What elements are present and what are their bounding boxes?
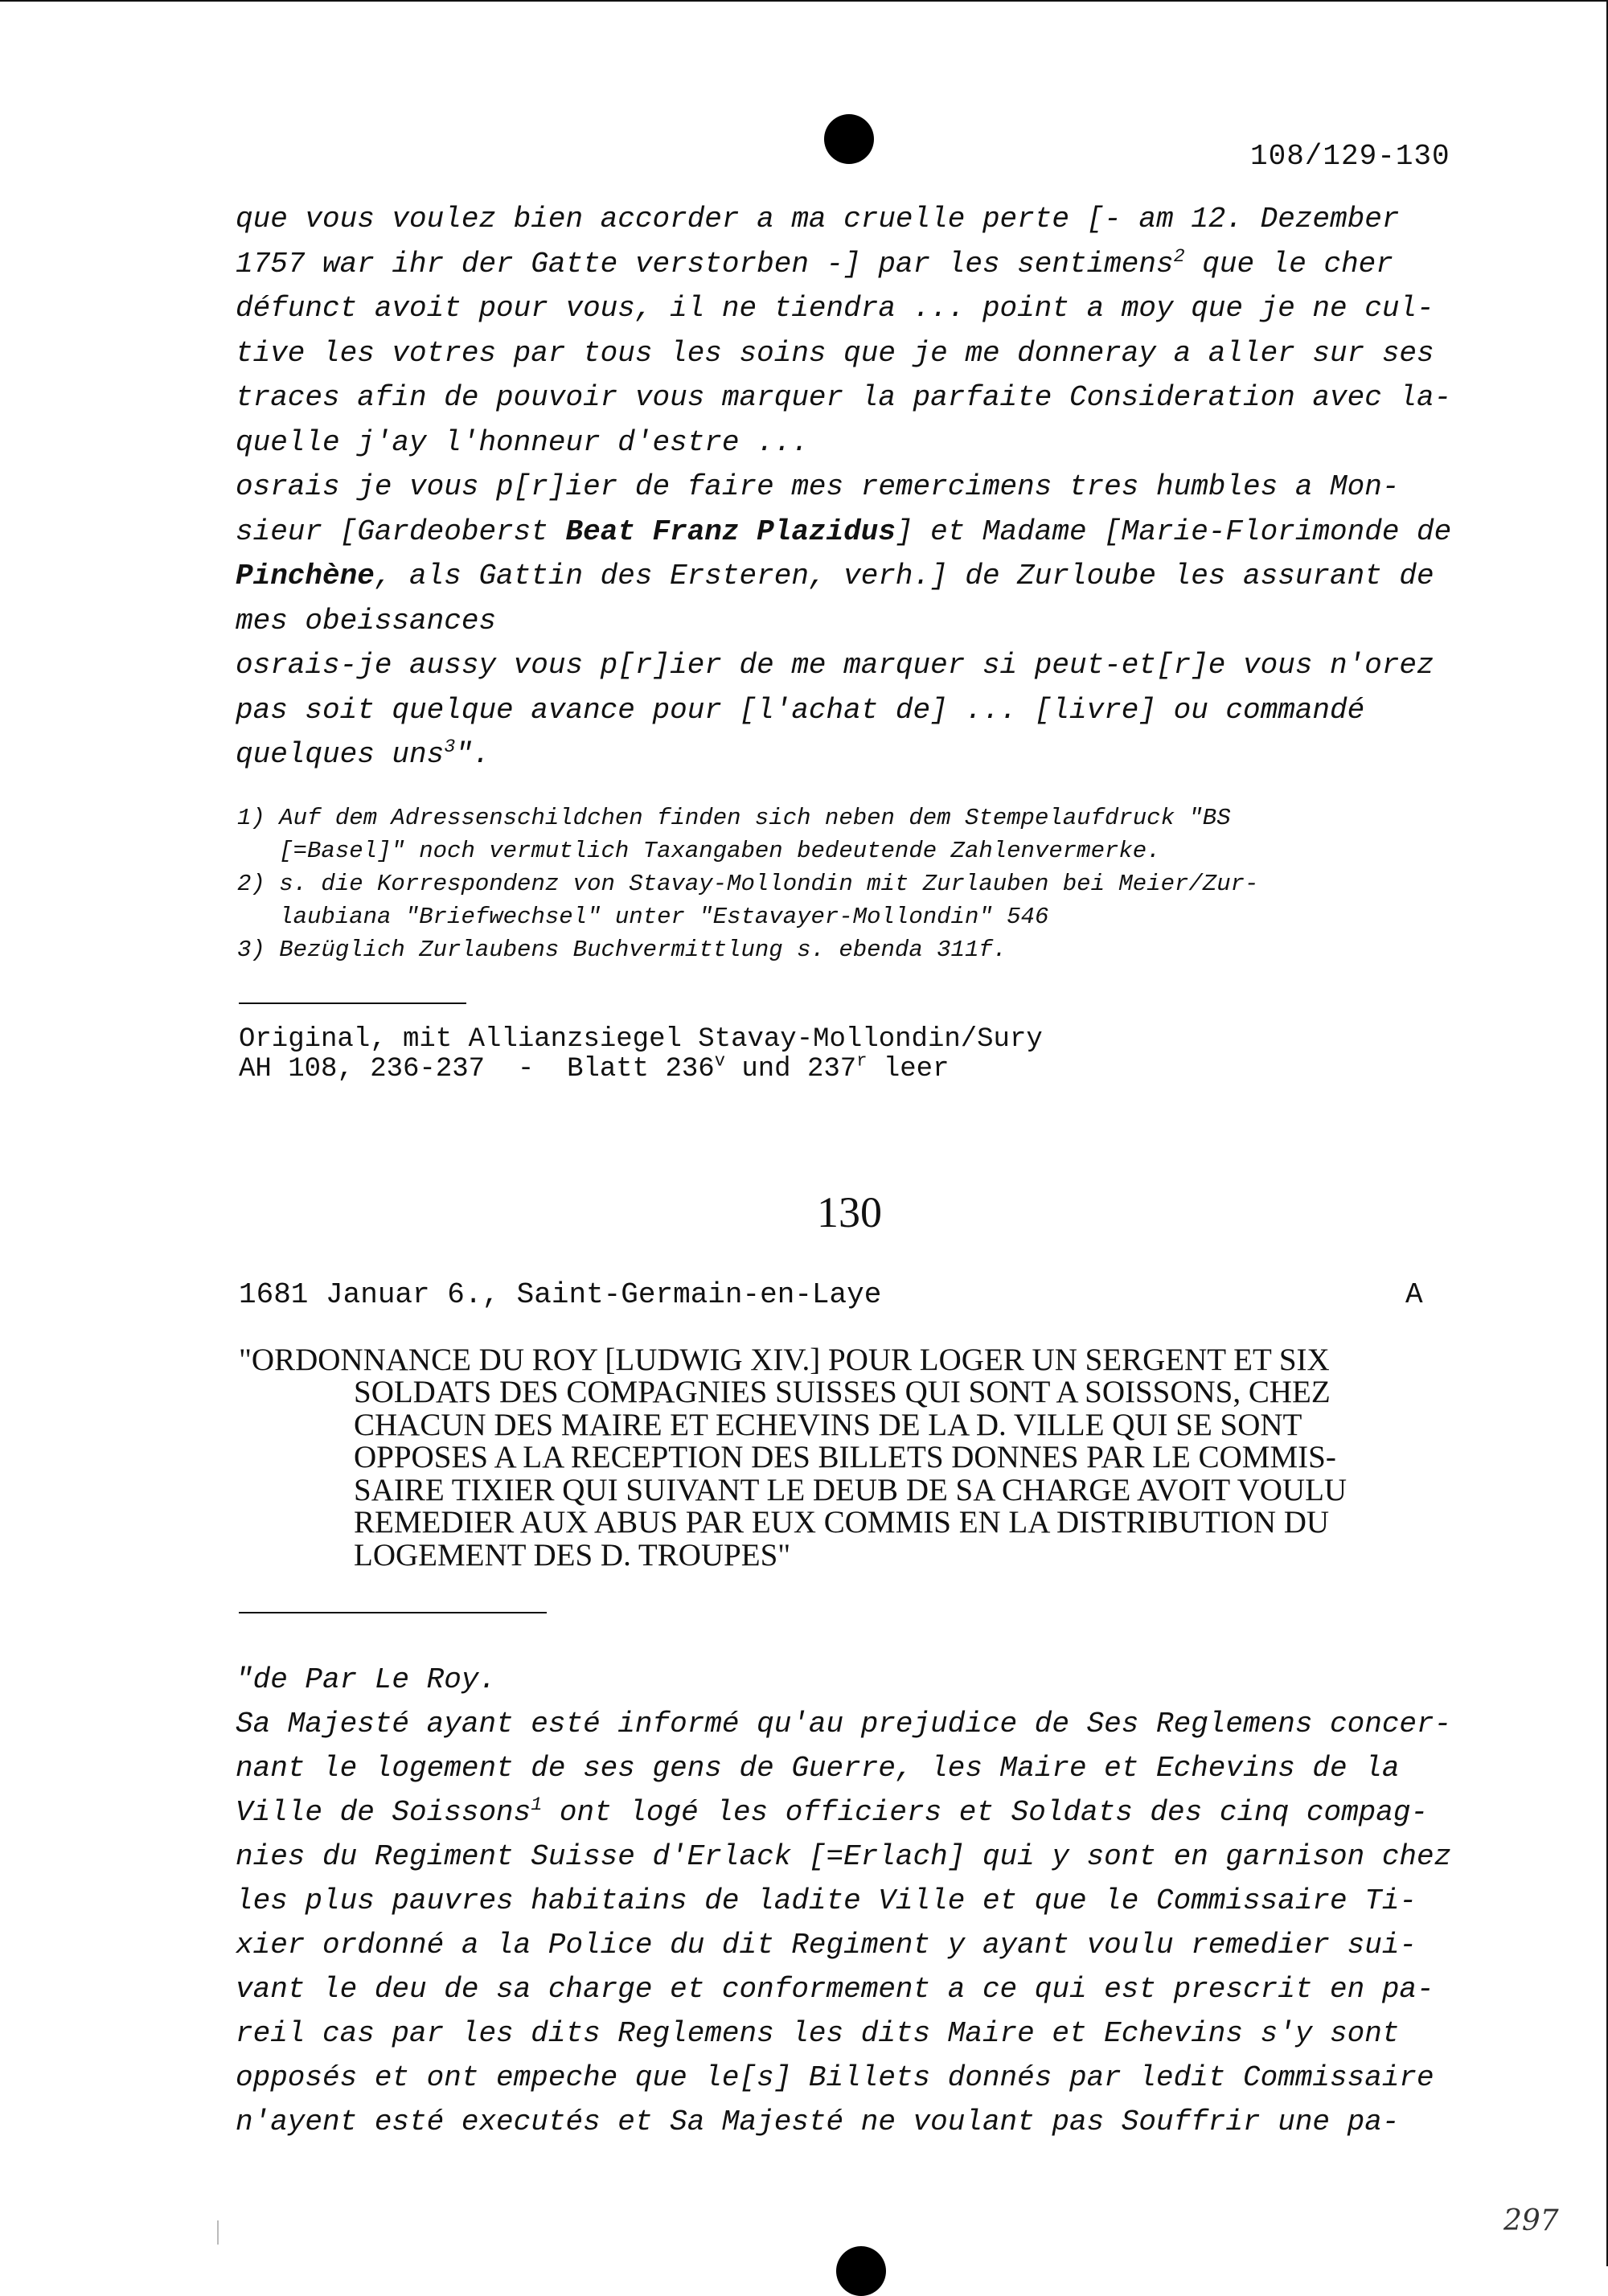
document-type-letter: A xyxy=(1405,1278,1423,1311)
letter-line: quelle j'ay l'honneur d'estre ... xyxy=(236,426,809,459)
title-line: SOLDATS DES COMPAGNIES SUISSES QUI SONT A SOISSONS, CHEZ xyxy=(354,1375,1331,1409)
letter-line: quelques uns$^3$". xyxy=(236,737,490,771)
letter-line: osrais je vous p[r]ier de faire mes remercimens tres humbles a Mon- xyxy=(236,470,1400,503)
punch-hole-bottom xyxy=(836,2246,886,2296)
body-line: nies du Regiment Suisse d'Erlack [=Erlach] qui y sont en garnison chez xyxy=(236,1840,1452,1873)
letter-line: sieur [Gardeoberst Beat Franz Plazidus] et Madame [Marie-Florimonde de xyxy=(236,515,1452,548)
footnote-line: 1) Auf dem Adressenschildchen finden sich neben dem Stempelaufdruck "BS xyxy=(237,805,1231,831)
document-number: 130 xyxy=(817,1188,882,1236)
title-line: REMEDIER AUX ABUS PAR EUX COMMIS EN LA DISTRIBUTION DU xyxy=(354,1505,1330,1540)
footnote-marker: 3 xyxy=(444,737,456,758)
letter-line: défunct avoit pour vous, il ne tiendra ... point a moy que je ne cul- xyxy=(236,292,1434,325)
letter-line: Pinchène, als Gattin des Ersteren, verh.] de Zurloube les assurant de xyxy=(236,560,1434,592)
letter-line: que vous voulez bien accorder a ma cruelle perte [- am 12. Dezember xyxy=(236,203,1400,236)
footnote-marker: 1 xyxy=(531,1795,543,1816)
body-line: opposés et ont empeche que le[s] Billets donnés par ledit Commissaire xyxy=(236,2061,1434,2094)
letter-line: tive les votres par tous les soins que je me donneray a aller sur ses xyxy=(236,337,1434,370)
footnote-line: laubiana "Briefwechsel" unter "Estavayer-Mollondin" 546 xyxy=(237,904,1049,930)
separator-rule xyxy=(239,1002,466,1004)
margin-mark xyxy=(217,2220,219,2245)
punch-hole-top xyxy=(824,114,874,164)
page-reference: 108/129-130 xyxy=(1250,140,1450,173)
footnote-line: 2) s. die Korrespondenz von Stavay-Mollondin mit Zurlauben bei Meier/Zur- xyxy=(237,871,1259,897)
footnote-line: 3) Bezüglich Zurlaubens Buchvermittlung s. ebenda 311f. xyxy=(237,937,1007,963)
title-line: CHACUN DES MAIRE ET ECHEVINS DE LA D. VILLE QUI SE SONT xyxy=(354,1408,1302,1442)
body-line: vant le deu de sa charge et conformement a ce qui est prescrit en pa- xyxy=(236,1973,1434,2006)
body-line: Sa Majesté ayant esté informé qu'au prejudice de Ses Reglemens concer- xyxy=(236,1708,1452,1740)
letter-line: pas soit quelque avance pour [l'achat de] ... [livre] ou commandé xyxy=(236,694,1365,727)
letter-line: osrais-je aussy vous p[r]ier de me marquer si peut-et[r]e vous n'orez xyxy=(236,649,1434,682)
source-note-line: Original, mit Allianzsiegel Stavay-Mollondin/Sury xyxy=(239,1024,1043,1055)
body-line: les plus pauvres habitains de ladite Ville et que le Commissaire Ti- xyxy=(236,1884,1417,1917)
body-line: xier ordonné a la Police du dit Regiment y ayant voulu remedier sui- xyxy=(236,1929,1417,1962)
body-line: n'ayent esté executés et Sa Majesté ne voulant pas Souffrir une pa- xyxy=(236,2105,1400,2138)
source-note-line: AH 108, 236-237 - Blatt 236$^v$ und 237$^r$ leer xyxy=(239,1051,950,1084)
letter-line: 1757 war ihr der Gatte verstorben -] par les sentimens$^2$ que le cher xyxy=(236,247,1393,281)
title-line: SAIRE TIXIER QUI SUIVANT LE DEUB DE SA CHARGE AVOIT VOULU xyxy=(354,1473,1348,1507)
body-line: Ville de Soissons$^1$ ont logé les officiers et Soldats des cinq compag- xyxy=(236,1795,1429,1829)
footnote-marker: 2 xyxy=(1173,247,1185,268)
letter-line: traces afin de pouvoir vous marquer la parfaite Consideration avec la- xyxy=(236,381,1452,414)
letter-line: mes obeissances xyxy=(236,605,497,638)
footnote-line: [=Basel]" noch vermutlich Taxangaben bedeutende Zahlenvermerke. xyxy=(237,838,1161,864)
document-dateline: 1681 Januar 6., Saint-Germain-en-Laye xyxy=(239,1278,882,1311)
title-line: "ORDONNANCE DU ROY [LUDWIG XIV.] POUR LOGER UN SERGENT ET SIX xyxy=(239,1343,1330,1377)
title-line: LOGEMENT DES D. TROUPES" xyxy=(354,1538,791,1572)
body-line: reil cas par les dits Reglemens les dits Maire et Echevins s'y sont xyxy=(236,2017,1400,2050)
title-line: OPPOSES A LA RECEPTION DES BILLETS DONNES PAR LE COMMIS- xyxy=(354,1440,1336,1474)
person-name: Pinchène xyxy=(236,560,375,592)
body-line: nant le logement de ses gens de Guerre, les Maire et Echevins de la xyxy=(236,1752,1400,1785)
handwritten-folio-number: 297 xyxy=(1503,2204,1559,2237)
body-line: "de Par Le Roy. xyxy=(236,1663,497,1696)
separator-rule xyxy=(239,1612,547,1613)
person-name: Beat Franz Plazidus xyxy=(565,515,896,548)
